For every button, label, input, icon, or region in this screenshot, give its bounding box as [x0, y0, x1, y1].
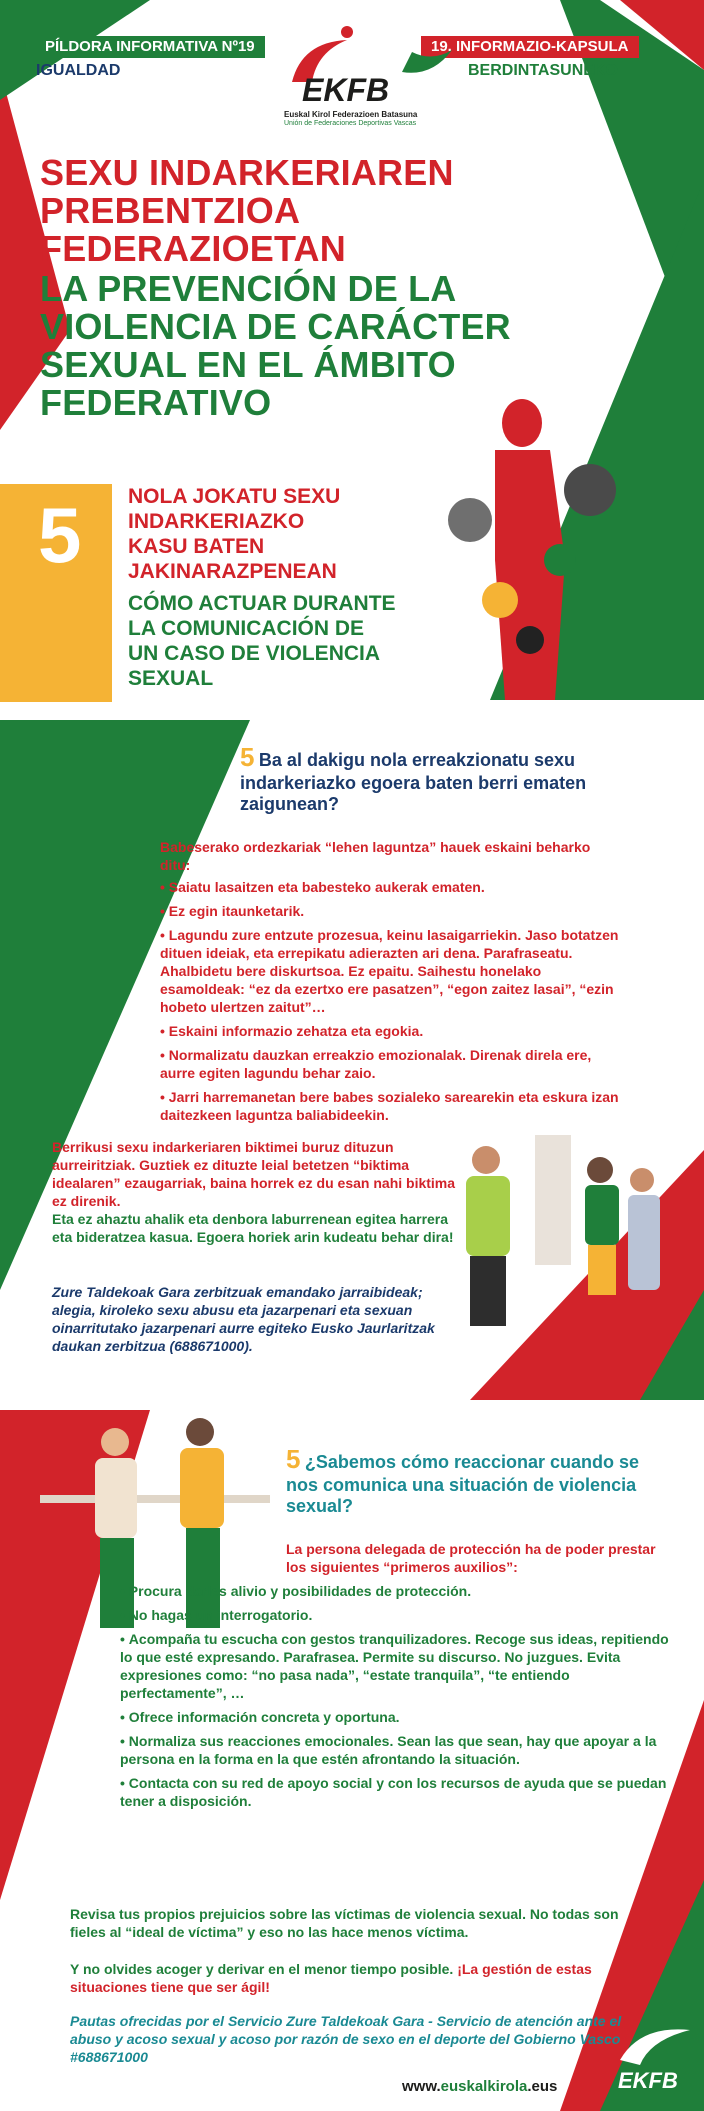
es-question-text: ¿Sabemos cómo reaccionar cuando se nos comunica una situación de violencia sexual?	[286, 1452, 640, 1516]
title-es-line-4: FEDERATIVO	[40, 382, 272, 423]
title-es-line-2: VIOLENCIA DE CARÁCTER	[40, 306, 511, 347]
website-name: euskalkirola	[440, 2078, 528, 2095]
eu-bullet-item: • Jarri harremanetan bere babes sozialeko sarearekin eta eskura izan daitezkeen laguntza baliabideekin.	[160, 1088, 620, 1124]
es-bullet-list	[120, 1582, 680, 1816]
header-right-pill: 19. INFORMAZIO-KAPSULA	[421, 36, 639, 58]
es-review-text: Revisa tus propios prejuicios sobre las víctimas de violencia sexual. No todas son fieles al “ideal de víctima” y eso no las hace menos víctima.	[70, 1906, 619, 1940]
eu-footer-text: Zure Taldekoak Gara zerbitzuak emandako jarraibideak; alegia, kiroleko sexu abusu eta jazarpenari eta sexuan oinarritutako jazarpenari aurre egiteko Eusko Jaurlaritzak daukan zerbitzua (688671000).	[52, 1284, 435, 1354]
eu-review-text: Berrikusi sexu indarkeriaren biktimei buruz dituzun aurreiritziak. Guztiek ez dituzte leial betetzen “biktima idealaren” ezaugarriak, baina horrek ez du esan nahi biktima ez direnik.	[52, 1139, 456, 1209]
es-bullet-item: • Procura darles alivio y posibilidades de protección.	[120, 1582, 680, 1600]
footer-logo-wordmark: EKFB	[618, 2068, 678, 2093]
eu-question	[240, 742, 640, 815]
eu-question-number: 5	[240, 742, 255, 772]
logo-subtitle-es: Unión de Federaciones Deportivas Vascas	[284, 120, 417, 127]
section-eu-line-4: JAKINARAZPENEAN	[128, 560, 337, 583]
section-es-line-3: UN CASO DE VIOLENCIA	[128, 642, 381, 665]
es-bullet-item: • Ofrece información concreta y oportuna.	[120, 1708, 680, 1726]
logo-subtitle-eu: Euskal Kirol Federazioen Batasuna	[284, 110, 418, 119]
title-eu-line-1: SEXU INDARKERIAREN	[40, 152, 454, 193]
title-eu-line-2: PREBENTZIOA	[40, 190, 301, 231]
eu-bullet-item: • Normalizatu dauzkan erreakzio emozionalak. Direnak direla ere, aurre egiten lagundu behar zaio.	[160, 1046, 620, 1082]
eu-question-text: Ba al dakigu nola erreakzionatu sexu indarkeriazko egoera baten berri ematen zaigunean?	[240, 750, 587, 814]
header-right-subtitle: BERDINTASUNEKO	[468, 62, 618, 79]
section-es-line-2: LA COMUNICACIÓN DE	[128, 617, 365, 640]
es-bullet-item: • Normaliza sus reacciones emocionales. Sean las que sean, hay que apoyar a la persona en la forma en la que estén afrontando la situación.	[120, 1732, 680, 1768]
es-bullet-item: • Acompaña tu escucha con gestos tranquilizadores. Recoge sus ideas, repitiendo lo que esté expresando. Parafrasea. Permite su discurso. No juzgues. Evita expresiones como: “no pasa nada”, “estate tranquila”, “te entiendo perfectamente”, …	[120, 1630, 680, 1702]
es-footer-text: Pautas ofrecidas por el Servicio Zure Taldekoak Gara - Servicio de atención ante el abuso y acoso sexual y acoso por razón de sexo en el deporte del Gobierno Vasco #688671000	[70, 2013, 622, 2065]
es-welcome-part-b: ¡La gestión de estas situaciones tiene que ser ágil!	[70, 1961, 592, 1995]
website-prefix: www.	[402, 2078, 441, 2095]
website-tld: .eus	[527, 2078, 558, 2095]
section-number: 5	[38, 491, 82, 579]
eu-bullet-item: • Eskaini informazio zehatza eta egokia.	[160, 1022, 620, 1040]
eu-bullet-item: • Lagundu zure entzute prozesua, keinu lasaigarriekin. Jaso botatzen dituen ideiak, eta errepikatu adierazten ari dena. Parafraseatu. Ahalbidetu bere diskurtsoa. Ez epaitu. Saihestu honelako esamoldeak: “ez da ezertxo ere pasatzen”, “egon zaitez lasai”, “ezin hobeto ulertzen zaitut”…	[160, 926, 620, 1016]
eu-bullet-item: • Saiatu lasaitzen eta babesteko aukerak ematen.	[160, 878, 620, 896]
eu-bullet-list	[160, 878, 620, 1130]
es-welcome-part-a: Y no olvides acoger y derivar en el menor tiempo posible.	[70, 1961, 458, 1977]
title-es-line-1: LA PREVENCIÓN DE LA	[40, 268, 457, 309]
section-eu-line-2: INDARKERIAZKO	[128, 510, 305, 533]
logo-wordmark: EKFB	[302, 72, 390, 108]
website-link[interactable]	[402, 2078, 557, 2095]
es-question	[286, 1444, 646, 1517]
section-eu-line-1: NOLA JOKATU SEXU	[128, 485, 341, 508]
title-es-line-3: SEXUAL EN EL ÁMBITO	[40, 344, 456, 385]
es-bullet-item: • Contacta con su red de apoyo social y con los recursos de ayuda que se puedan tener a disposición.	[120, 1774, 680, 1810]
es-question-number: 5	[286, 1444, 301, 1474]
eu-bullet-item: • Ez egin itaunketarik.	[160, 902, 620, 920]
section-eu-line-3: KASU BATEN	[128, 535, 265, 558]
ekfb-logo	[262, 22, 462, 132]
section-es-line-1: CÓMO ACTUAR DURANTE	[128, 592, 396, 615]
es-bullet-item: • No hagas un interrogatorio.	[120, 1606, 680, 1624]
header-left-pill: PÍLDORA INFORMATIVA Nº19	[35, 36, 265, 58]
title-eu-line-3: FEDERAZIOETAN	[40, 228, 346, 269]
eu-intro: Babeserako ordezkariak “lehen laguntza” hauek eskaini beharko ditu:	[160, 839, 591, 873]
eu-welcome-text: Eta ez ahaztu ahalik eta denbora laburrenean egitea harrera eta bideratzea kasua. Egoera horiek arin kudeatu behar dira!	[52, 1211, 454, 1245]
es-intro: La persona delegada de protección ha de poder prestar los siguientes “primeros auxilios”:	[286, 1541, 656, 1575]
section-es-line-4: SEXUAL	[128, 667, 214, 690]
header-left-subtitle: IGUALDAD	[36, 62, 121, 79]
es-welcome-text	[70, 1960, 650, 1996]
